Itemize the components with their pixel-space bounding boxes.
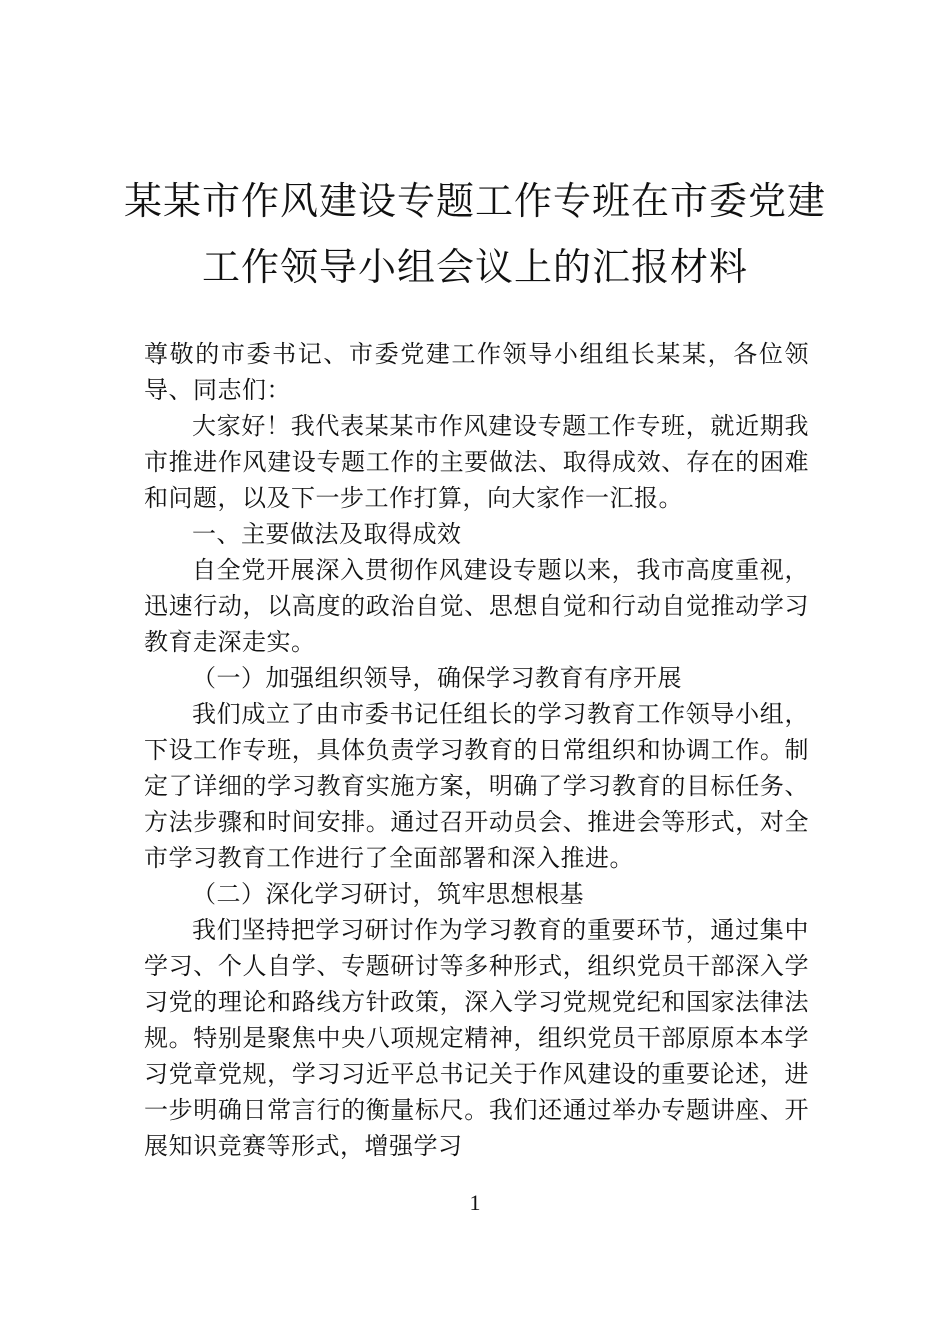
document-body: [144, 336, 809, 1164]
document-title: [120, 168, 830, 300]
subsection-paragraph-1: 我们成立了由市委书记任组长的学习教育工作领导小组，下设工作专班，具体负责学习教育的日常组织和协调工作。制定了详细的学习教育实施方案，明确了学习教育的目标任务、方法步骤和时间安排。通过召开动员会、推进会等形式，对全市学习教育工作进行了全面部署和深入推进。: [144, 700, 809, 872]
salutation: 尊敬的市委书记、市委党建工作领导小组组长某某，各位领导、同志们：: [144, 340, 809, 404]
subsection-heading-1: （一）加强组织领导，确保学习教育有序开展: [192, 664, 682, 692]
subsection-heading-2: （二）深化学习研讨，筑牢思想根基: [192, 880, 584, 908]
section-intro-paragraph: 自全党开展深入贯彻作风建设专题以来，我市高度重视，迅速行动，以高度的政治自觉、思想自觉和行动自觉推动学习教育走深走实。: [144, 556, 809, 656]
opening-paragraph: 大家好！我代表某某市作风建设专题工作专班，就近期我市推进作风建设专题工作的主要做法、取得成效、存在的困难和问题，以及下一步工作打算，向大家作一汇报。: [144, 412, 809, 512]
subsection-paragraph-2: 我们坚持把学习研讨作为学习教育的重要环节，通过集中学习、个人自学、专题研讨等多种形式，组织党员干部深入学习党的理论和路线方针政策，深入学习党规党纪和国家法律法规。特别是聚焦中央八项规定精神，组织党员干部原原本本学习党章党规，学习习近平总书记关于作风建设的重要论述，进一步明确日常言行的衡量标尺。我们还通过举办专题讲座、开展知识竞赛等形式，增强学习: [144, 916, 809, 1160]
title-line-2: 工作领导小组会议上的汇报材料: [201, 245, 748, 289]
page-number: 1: [469, 1190, 481, 1215]
title-line-1: 某某市作风建设专题工作专班在市委党建: [123, 179, 826, 223]
section-heading: 一、主要做法及取得成效: [192, 520, 462, 548]
